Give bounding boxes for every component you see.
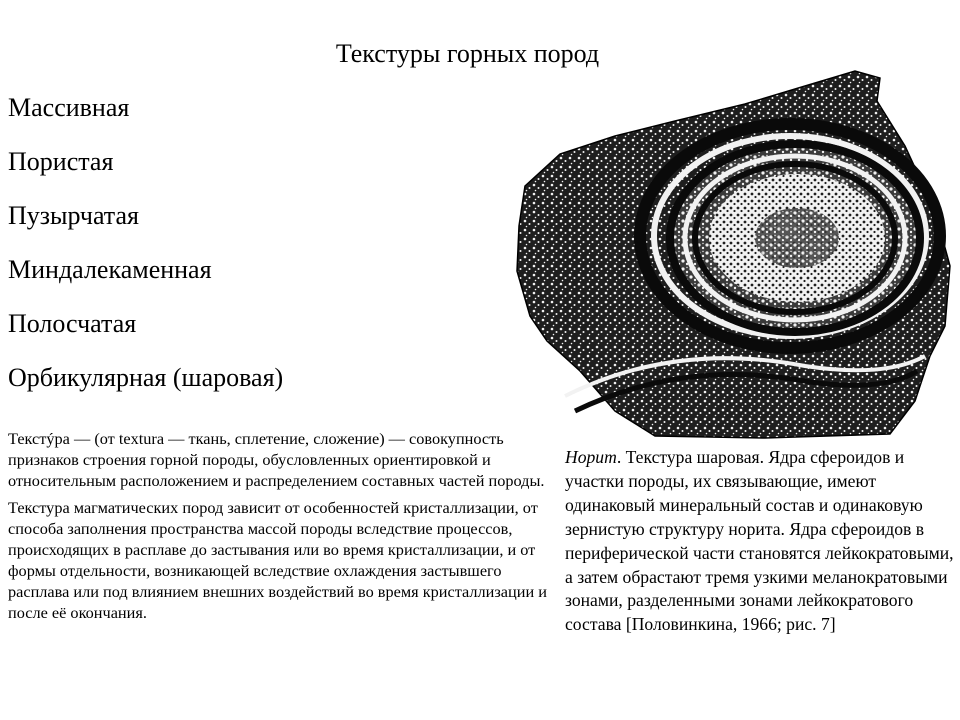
texture-type-item: Полосчатая — [8, 309, 137, 338]
texture-types-list — [8, 90, 283, 414]
texture-type-item: Орбикулярная (шаровая) — [8, 363, 284, 392]
texture-type-item: Пористая — [8, 147, 114, 176]
caption-rock-name: Норит — [565, 447, 617, 467]
texture-type-item: Пузырчатая — [8, 201, 139, 230]
definition-paragraph: Текстýра — (от textura — ткань, сплетение, сложение) — совокупность признаков строения горной породы, обусловленных ориентировкой и относительным расположением и распределением составных частей породы. — [8, 429, 545, 490]
caption-text: . Текстура шаровая. Ядра сфероидов и участки породы, их связывающие, имеют одинаковый минеральный состав и одинаковую зернистую структуру норита. Ядра сфероидов в периферической части становятся лейкократовыми, а затем обрастают тремя узкими меланократовыми зонами, разделенными зонами лейкократового состава [Половинкина, 1966; рис. 7] — [565, 447, 954, 635]
texture-type-item: Миндалекаменная — [8, 255, 212, 284]
texture-definition — [8, 428, 553, 629]
core-center — [755, 208, 839, 268]
page-title: Текстуры горных пород — [335, 39, 600, 68]
image-caption — [565, 446, 955, 637]
texture-type-item: Массивная — [8, 93, 130, 122]
norite-orbicular-rock-image — [505, 66, 960, 441]
definition-paragraph: Текстура магматических пород зависит от особенностей кристаллизации, от способа заполнения пространства массой породы вследствие процессов, происходящих в расплаве до застывания или во время кристаллизации, и от формы отдельности, возникающей вследствие охлаждения застывшего расплава или под влиянием внешних воздействий во время кристаллизации и после её окончания. — [8, 498, 547, 622]
